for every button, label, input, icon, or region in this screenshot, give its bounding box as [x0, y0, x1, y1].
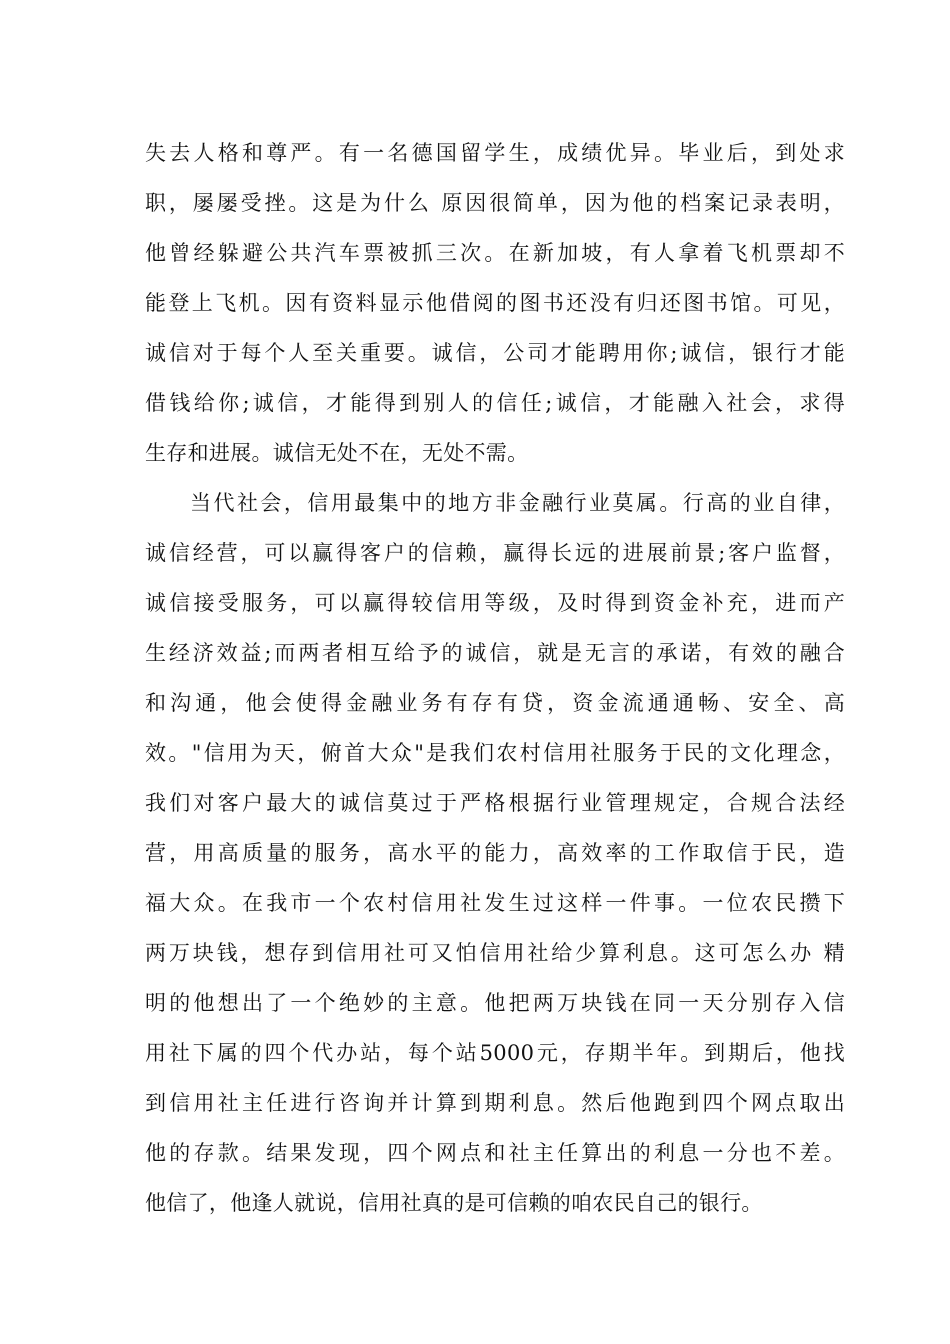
text-line: 失去人格和尊严。有一名德国留学生，成绩优异。毕业后，到处求	[145, 141, 845, 165]
text-line: 他的存款。结果发现，四个网点和社主任算出的利息一分也不差。	[145, 1141, 845, 1165]
paragraph	[145, 478, 845, 1228]
text-line: 福大众。在我市一个农村信用社发生过这样一件事。一位农民攒下	[145, 891, 845, 915]
paragraph	[145, 128, 845, 478]
text-line: 能登上飞机。因有资料显示他借阅的图书还没有归还图书馆。可见，	[145, 291, 845, 315]
text-line: 当代社会，信用最集中的地方非金融行业莫属。行高的业自律，	[190, 491, 845, 515]
text-line: 他信了，他逢人就说，信用社真的是可信赖的咱农民自己的银行。	[145, 1191, 763, 1215]
text-line: 诚信接受服务，可以赢得较信用等级，及时得到资金补充，进而产	[145, 591, 845, 615]
text-line: 他曾经躲避公共汽车票被抓三次。在新加坡，有人拿着飞机票却不	[145, 241, 845, 265]
text-line: 借钱给你;诚信，才能得到别人的信任;诚信，才能融入社会，求得	[145, 391, 845, 415]
text-line: 生经济效益;而两者相互给予的诚信，就是无言的承诺，有效的融合	[145, 641, 845, 665]
text-line: 生存和进展。诚信无处不在，无处不需。	[145, 441, 529, 465]
document-body	[145, 128, 845, 1228]
text-line: 诚信经营，可以赢得客户的信赖，赢得长远的进展前景;客户监督，	[145, 541, 845, 565]
text-line: 到信用社主任进行咨询并计算到期利息。然后他跑到四个网点取出	[145, 1091, 845, 1115]
text-line: 用社下属的四个代办站，每个站5000元，存期半年。到期后，他找	[145, 1041, 845, 1065]
text-line: 我们对客户最大的诚信莫过于严格根据行业管理规定，合规合法经	[145, 791, 845, 815]
text-line: 明的他想出了一个绝妙的主意。他把两万块钱在同一天分别存入信	[145, 991, 845, 1015]
text-line: 两万块钱，想存到信用社可又怕信用社给少算利息。这可怎么办 精	[145, 941, 845, 965]
text-line: 诚信对于每个人至关重要。诚信，公司才能聘用你;诚信，银行才能	[145, 341, 845, 365]
text-line: 职，屡屡受挫。这是为什么 原因很简单，因为他的档案记录表明，	[145, 191, 845, 215]
text-line: 营，用高质量的服务，高水平的能力，高效率的工作取信于民，造	[145, 841, 845, 865]
text-line: 效。"信用为天，俯首大众"是我们农村信用社服务于民的文化理念，	[145, 741, 845, 765]
text-line: 和沟通，他会使得金融业务有存有贷，资金流通通畅、安全、高	[145, 691, 845, 715]
